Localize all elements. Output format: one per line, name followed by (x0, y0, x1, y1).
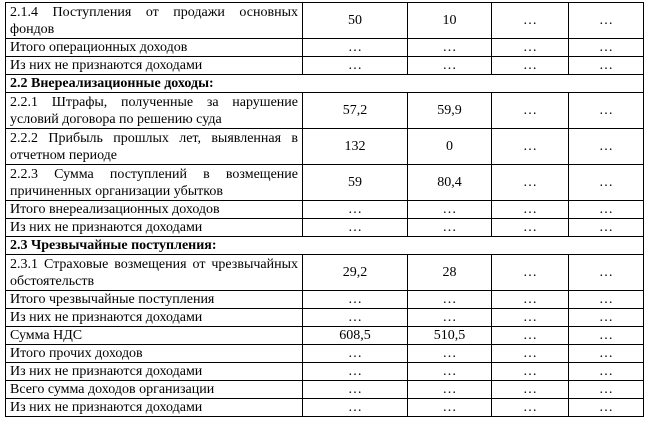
value-cell: … (569, 291, 644, 309)
value-cell: … (492, 399, 569, 417)
table-row (6, 39, 644, 57)
value-cell: 80,4 (408, 165, 492, 201)
table-row (6, 381, 644, 399)
value-cell: … (303, 291, 408, 309)
value-cell: … (492, 381, 569, 399)
table-row (6, 363, 644, 381)
table-row (6, 345, 644, 363)
value-cell: … (492, 255, 569, 291)
value-cell: … (408, 219, 492, 237)
value-cell: 132 (303, 129, 408, 165)
value-cell: … (492, 201, 569, 219)
value-cell: … (492, 309, 569, 327)
value-cell: … (492, 57, 569, 75)
value-cell: … (492, 39, 569, 57)
row-label: 2.2.2 Прибыль прошлых лет, выявленная в отчетном периоде (6, 129, 303, 165)
value-cell: … (492, 345, 569, 363)
value-cell: … (303, 309, 408, 327)
section-header-row (6, 237, 644, 255)
value-cell: … (408, 57, 492, 75)
value-cell: … (303, 219, 408, 237)
section-title: 2.3 Чрезвычайные поступления: (6, 237, 644, 255)
value-cell: … (569, 399, 644, 417)
row-label: Итого внереализационных доходов (6, 201, 303, 219)
value-cell: … (492, 363, 569, 381)
value-cell: … (408, 309, 492, 327)
row-label: Сумма НДС (6, 327, 303, 345)
value-cell: … (303, 39, 408, 57)
row-label: Из них не признаются доходами (6, 363, 303, 381)
row-label: Итого чрезвычайные поступления (6, 291, 303, 309)
value-cell: … (408, 381, 492, 399)
value-cell: … (303, 57, 408, 75)
row-label: 2.1.4 Поступления от продажи основных фондов (6, 3, 303, 39)
value-cell: 59,9 (408, 93, 492, 129)
value-cell: 28 (408, 255, 492, 291)
value-cell: … (492, 291, 569, 309)
row-label: 2.2.1 Штрафы, полученные за нарушение условий договора по решению суда (6, 93, 303, 129)
value-cell: … (303, 345, 408, 363)
value-cell: … (492, 219, 569, 237)
table-row (6, 165, 644, 201)
table-row (6, 57, 644, 75)
value-cell: … (569, 219, 644, 237)
value-cell: … (569, 165, 644, 201)
value-cell: … (569, 363, 644, 381)
value-cell: … (408, 201, 492, 219)
value-cell: … (408, 291, 492, 309)
value-cell: … (569, 201, 644, 219)
table-row (6, 219, 644, 237)
section-title: 2.2 Внереализационные доходы: (6, 75, 644, 93)
table-row (6, 93, 644, 129)
value-cell: … (569, 255, 644, 291)
row-label: Из них не признаются доходами (6, 219, 303, 237)
value-cell: … (303, 399, 408, 417)
value-cell: … (569, 129, 644, 165)
row-label: Из них не признаются доходами (6, 57, 303, 75)
value-cell: 510,5 (408, 327, 492, 345)
value-cell: 29,2 (303, 255, 408, 291)
value-cell: … (408, 399, 492, 417)
value-cell: … (492, 327, 569, 345)
row-label: Итого прочих доходов (6, 345, 303, 363)
row-label: 2.3.1 Страховые возмещения от чрезвычайных обстоятельств (6, 255, 303, 291)
row-label: 2.2.3 Сумма поступлений в возмещение причиненных организации убытков (6, 165, 303, 201)
value-cell: 50 (303, 3, 408, 39)
value-cell: … (569, 309, 644, 327)
table-row (6, 255, 644, 291)
table-row (6, 291, 644, 309)
value-cell: … (408, 39, 492, 57)
value-cell: … (569, 327, 644, 345)
table-row (6, 129, 644, 165)
value-cell: 57,2 (303, 93, 408, 129)
table-row (6, 327, 644, 345)
value-cell: … (569, 93, 644, 129)
table-row (6, 201, 644, 219)
value-cell: … (492, 129, 569, 165)
value-cell: … (492, 165, 569, 201)
table-row (6, 3, 644, 39)
value-cell: … (569, 3, 644, 39)
value-cell: … (408, 345, 492, 363)
value-cell: … (569, 57, 644, 75)
value-cell: … (303, 363, 408, 381)
value-cell: … (303, 381, 408, 399)
table-row (6, 399, 644, 417)
value-cell: … (303, 201, 408, 219)
value-cell: … (492, 93, 569, 129)
value-cell: 59 (303, 165, 408, 201)
row-label: Итого операционных доходов (6, 39, 303, 57)
table-row (6, 309, 644, 327)
value-cell: 608,5 (303, 327, 408, 345)
row-label: Всего сумма доходов организации (6, 381, 303, 399)
row-label: Из них не признаются доходами (6, 399, 303, 417)
value-cell: … (492, 3, 569, 39)
value-cell: 10 (408, 3, 492, 39)
value-cell: … (569, 381, 644, 399)
section-header-row (6, 75, 644, 93)
value-cell: … (408, 363, 492, 381)
row-label: Из них не признаются доходами (6, 309, 303, 327)
value-cell: … (569, 39, 644, 57)
income-table (5, 2, 644, 417)
income-table-body (6, 3, 644, 417)
value-cell: … (569, 345, 644, 363)
value-cell: 0 (408, 129, 492, 165)
